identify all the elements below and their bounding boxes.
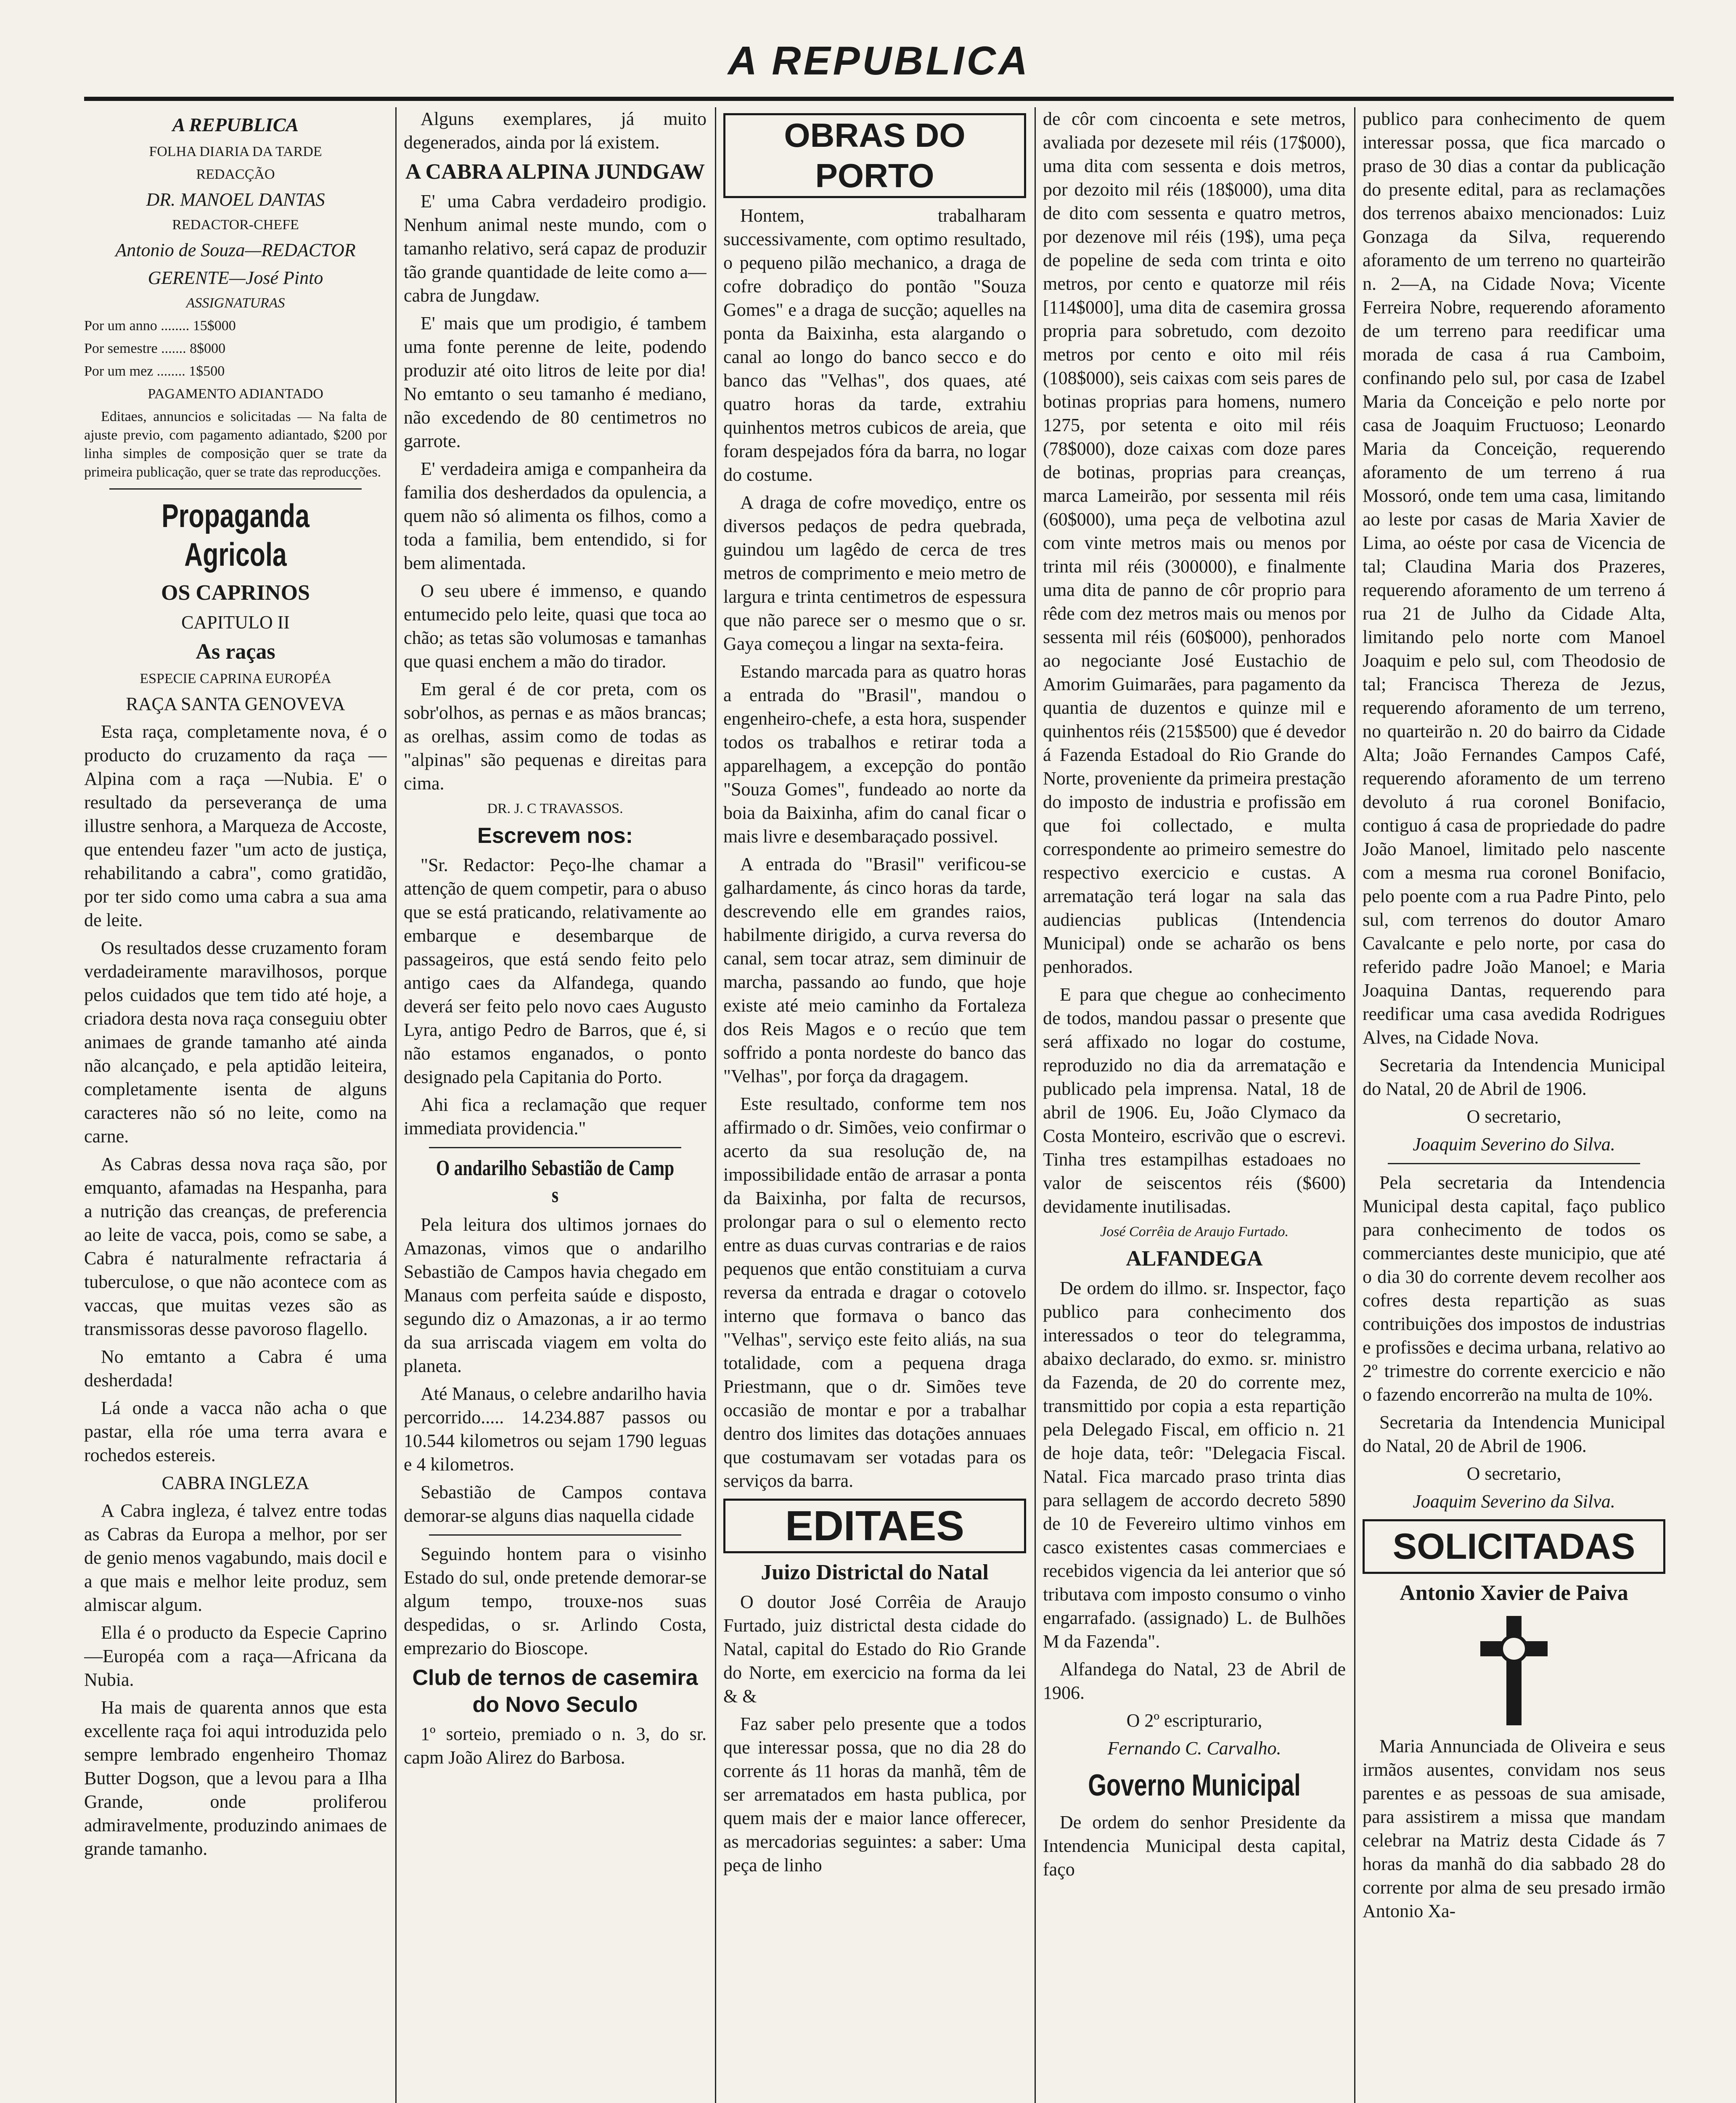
signature: Fernando C. Carvalho. bbox=[1107, 1738, 1281, 1759]
paragraph: Em geral é de cor preta, com os sobr'olhos, as pernas e as mãos brancas; as orelhas, assim como de todas as "alpinas" são pequenas e direitas para cima. bbox=[404, 679, 707, 794]
paragraph: E' mais que um prodigio, é tambem uma fonte perenne de leite, podendo produzir até oito litros de leite por dia! No emtanto o seu tamanho é mediano, não excedendo de 80 centimetros no garrote. bbox=[404, 313, 707, 451]
paragraph: Este resultado, conforme tem nos affirmado o dr. Simões, veio confirmar o acerto da sua resolução de, na impossibilidade então de arrasar a ponta da Baixinha, por falta de recursos, prolongar para o sul o elemento recto entre as duas curvas contrarias e de raios pequenos que então constituiam a curva reversa da entrada e dragar o cotovelo interno que formava o banco das "Velhas", serviço este feito aliás, na sua totalidade, com a pequena draga Priestmann, que o dr. Simões teve occasião de montar e por a trabalhar dentro dos limites das dotações annuaes que costumavam ser votadas para os serviços da barra. bbox=[723, 1094, 1026, 1491]
signature: José Corrêia de Araujo Furtado. bbox=[1100, 1224, 1289, 1240]
director-name: DR. MANOEL DANTAS bbox=[146, 189, 325, 210]
paper-title: A REPUBLICA bbox=[172, 114, 299, 135]
price-line: Por um mez ........ 1$500 bbox=[84, 363, 225, 379]
paragraph: A draga de cofre movediço, entre os diversos pedaços de pedra quebrada, guindou um lagêdo de cerca de tres metros de comprimento e meio metro de largura e trinta centimetros de espessura que não parece ser o mesmo que o sr. Gaya começou a lingar na sexta-feira. bbox=[723, 492, 1026, 654]
column-4 bbox=[1043, 107, 1346, 2103]
paragraph: Os resultados desse cruzamento foram verdadeiramente maravilhosos, porque pelos cuidados que tem tido até hoje, a criadora desta nova raça conseguiu obter animaes de grande tamanho até ainda não alcançado, e pela aptidão leiteira, completamente isenta de alguns caracteres não só no leite, como na carne. bbox=[84, 938, 387, 1147]
editaes-title: EDITAES bbox=[723, 1499, 1026, 1553]
column-separator bbox=[1354, 107, 1355, 2103]
editaes-note: Editaes, annuncios e solicitadas — Na falta de ajuste previo, com pagamento adiantado, $200 por linha simples de composição quer se trate da primeira publicação, quer se trate das reproducções. bbox=[84, 409, 387, 480]
column-3 bbox=[723, 107, 1026, 2103]
masthead-title: A REPUBLICA bbox=[728, 38, 1030, 83]
column-separator bbox=[395, 107, 397, 2103]
paragraph: De ordem do illmo. sr. Inspector, faço publico para conhecimento dos interessados o teor do telegramma, abaixo declarado, do exmo. sr. ministro da Fazenda, de 20 do corrente mez, transmittido por copia a esta repartição pela Delegado Fiscal, em officio n. 21 de hoje data, teôr: "Delegacia Fiscal. Natal. Fica marcado praso trinta dias para sellagem de accordo decreto 5890 de 10 de Fevereiro ultimo vinhos em casco existentes casas commerciaes e recebidos vigencia da lei anterior que só tributava com imposto consumo o vinho engarrafado. (assignado) L. de Bulhões M da Fazenda". bbox=[1043, 1278, 1346, 1652]
paragraph: A entrada do "Brasil" verificou-se galhardamente, ás cinco horas da tarde, descrevendo elle em grandes raios, habilmente dirigido, a curva reversa do canal, sem tocar atraz, sem diminuir de marcha, passando ao fundo, que hoje existe até meio caminho da Fortaleza dos Reis Magos e o recúo que tem soffrido a ponta nordeste do banco das "Velhas", por força da dragagem. bbox=[723, 854, 1026, 1086]
paragraph: O secretario, bbox=[1466, 1106, 1561, 1127]
assinaturas-label: ASSIGNATURAS bbox=[186, 295, 285, 311]
paragraph: de côr com cincoenta e sete metros, avaliada por dezesete mil réis (17$000), uma dita com sessenta e dois metros, por dezoito mil réis (18$000), uma dita de dito com sessenta e quatro metros, por dezenove mil réis (19$), uma peça de popeline de seda com trinta e oito metros, por cento e quatorze mil réis [114$000], uma dita de casemira grossa propria para sobretudo, com dezoito metros por cento e oito mil réis (108$000), seis caixas com seis pares de botinas proprias para homens, numero 1275, por setenta e oito mil réis (78$000), doze caixas com doze pares de botinas, proprias para creanças, marca Lameirão, por sessenta mil réis (60$000), uma peça de velbotina azul com vinte metros mais ou menos por trinta mil réis (300000), e finalmente uma dita de panno de côr proprio para rêde com dez metros mais ou menos por sessenta mil réis (60$000), penhorados ao negociante José Eustachio de Amorim Guimarães, para pagamento da quantia de duzentos e quinze mil e quinhentos réis (215$500) que é devedor á Fazenda Estadoal do Rio Grande do Norte, proveniente da primeira prestação do imposto de industria e profissão em que foi collectado, e multa correspondente ao primeiro semestre do respectivo exercicio e custas. A arrematação terá logar na sala das audiencias publicas (Intendencia Municipal) onde se acharão os bens penhorados. bbox=[1043, 109, 1346, 977]
subhead: As raças bbox=[196, 640, 275, 664]
paragraph: E para que chegue ao conhecimento de todos, mandou passar o presente que será affixado no logar do costume, reproduzido no dia da arrematação e publicado pela imprensa. Natal, 18 de abril de 1906. Eu, João Clymaco da Costa Monteiro, escrivão que o escrevi. Tinha tres estampilhas estadoaes no valor de seiscentos réis ($600) devidamente inutilisadas. bbox=[1043, 984, 1346, 1217]
paragraph: O doutor José Corrêia de Araujo Furtado, juiz districtal desta cidade do Natal, capital do Estado do Rio Grande do Norte, em exercicio na forma da lei & & bbox=[723, 1592, 1026, 1706]
paragraph: Hontem, trabalharam successivamente, com optimo resultado, o pequeno pilão mechanico, a draga de cofre dobradiço do pontão "Souza Gomes" e a draga de sucção; aquelles na ponta da Baixinha, esta alargando o canal ao longo do banco secco e do banco das "Velhas", dos quaes, até quatro horas da tarde, extrahiu quinhentos metros cubicos de areia, que foram despejados fóra da barra, no logar do costume. bbox=[723, 205, 1026, 485]
article-title: OS CAPRINOS bbox=[161, 581, 310, 605]
redaccao-label: REDACÇÃO bbox=[196, 167, 275, 182]
subhead-2: CABRA INGLEZA bbox=[161, 1473, 310, 1493]
column-5 bbox=[1363, 107, 1665, 2103]
paragraph: Ahi fica a reclamação que requer immediata providencia." bbox=[404, 1094, 707, 1139]
paragraph: E' uma Cabra verdadeiro prodigio. Nenhum animal neste mundo, com o tamanho relativo, será capaz de produzir tão grande quantidade de leite como a—cabra de Jungdaw. bbox=[404, 191, 707, 306]
paragraph: Alfandega do Natal, 23 de Abril de 1906. bbox=[1043, 1659, 1346, 1703]
column-2 bbox=[404, 107, 707, 2103]
paragraph: E' verdadeira amiga e companheira da familia dos desherdados da opulencia, a quem não só alimenta os filhos, como a toda a familia, bem entendido, si for bem alimentada. bbox=[404, 458, 707, 573]
gerente-name: GERENTE—José Pinto bbox=[148, 268, 323, 288]
divider bbox=[1388, 1163, 1640, 1164]
cross-icon bbox=[1472, 1612, 1556, 1730]
paragraph: O 2º escripturario, bbox=[1126, 1710, 1262, 1731]
paragraph: Secretaria da Intendencia Municipal do Natal, 20 de Abril de 1906. bbox=[1363, 1412, 1665, 1456]
divider bbox=[109, 488, 362, 490]
raca-label: RAÇA SANTA GENOVEVA bbox=[126, 694, 345, 714]
paragraph: A Cabra ingleza, é talvez entre todas as Cabras da Europa a melhor, por ser de genio menos vagabundo, mais docil e a que mais e melhor leite produz, sem almiscar algum. bbox=[84, 1500, 387, 1615]
paper-subtitle: FOLHA DIARIA DA TARDE bbox=[149, 144, 322, 159]
solicitadas-title: SOLICITADAS bbox=[1363, 1519, 1665, 1574]
juizo-title: Juizo Districtal do Natal bbox=[761, 1560, 989, 1584]
section-title: Escrevem nos: bbox=[477, 824, 633, 848]
paragraph: Ha mais de quarenta annos que esta excellente raça foi aqui introduzida pelo sempre lembrado engenheiro Thomaz Butter Dogson, que a levou para a Ilha Grande, onde proliferou admiravelmente, produzindo animaes de grande tamanho. bbox=[84, 1697, 387, 1859]
newspaper-page bbox=[84, 34, 1674, 2103]
paragraph: Ella é o producto da Especie Caprino—Européa com a raça—Africana da Nubia. bbox=[84, 1622, 387, 1690]
chapter-label: CAPITULO II bbox=[181, 612, 290, 633]
especie-label: ESPECIE CAPRINA EUROPÉA bbox=[140, 671, 331, 686]
price-line: Por um anno ........ 15$000 bbox=[84, 318, 236, 334]
paragraph: As Cabras dessa nova raça são, por emquanto, afamadas na Hespanha, para a nutrição das creanças, de preferencia ao leite de vacca, pois, como se sabe, a Cabra é naturalmente refractaria á tuberculose, o que não acontece com as vaccas, que muitas vezes são as transmissoras desse pavoroso flagello. bbox=[84, 1154, 387, 1339]
paragraph: Lá onde a vacca não acha o que pastar, ella róe uma terra avara e rochedos estereis. bbox=[84, 1398, 387, 1465]
paragraph: Seguindo hontem para o visinho Estado do sul, onde pretende demorar-se algum tempo, trouxe-nos suas despedidas, o sr. Arlindo Costa, emprezario do Bioscope. bbox=[404, 1544, 707, 1658]
column-separator bbox=[1035, 107, 1036, 2103]
paragraph: Sebastião de Campos contava demorar-se alguns dias naquella cidade bbox=[404, 1482, 707, 1526]
paragraph: Alguns exemplares, já muito degenerados, ainda por lá existem. bbox=[404, 109, 707, 153]
paragraph: Estando marcada para as quatro horas a entrada do "Brasil", mandou o engenheiro-chefe, a esta hora, suspender todos os trabalhos e retirar toda a apparelhagem, a excepção do pontão "Souza Gomes", fundeado ao norte da boia da Baixinha, afim do canal ficar o mais livre e desembaraçado possivel. bbox=[723, 661, 1026, 847]
paragraph: 1º sorteio, premiado o n. 3, do sr. capm João Alirez do Barbosa. bbox=[404, 1724, 707, 1768]
article-title: A CABRA ALPINA JUNDGAW bbox=[405, 160, 705, 184]
director-role: REDACTOR-CHEFE bbox=[172, 217, 299, 233]
paragraph: "Sr. Redactor: Peço-lhe chamar a attenção de quem competir, para o abuso que se está praticando, relativamente ao embarque e desembarque de passageiros, que está sendo feito pelo antigo caes da Alfandega, quando deverá ser feito pelo novo caes Augusto Lyra, antigo Pedro de Barros, que é, si não estamos enganados, o ponto designado pela Capitania do Porto. bbox=[404, 855, 707, 1087]
paragraph: No emtanto a Cabra é uma desherdada! bbox=[84, 1346, 387, 1391]
paragraph: Esta raça, completamente nova, é o producto do cruzamento da raça —Alpina com a raça —Nubia. E' o resultado da perseverança de uma illustre senhora, a Marqueza de Accoste, que entendeu fazer "um acto de justiça, rehabilitando a cabra", como gratidão, por ter sido como uma cabra a sua ama de leite. bbox=[84, 721, 387, 930]
notice-name: Antonio Xavier de Paiva bbox=[1400, 1581, 1628, 1605]
paragraph: Pela leitura dos ultimos jornaes do Amazonas, vimos que o andarilho Sebastião de Campos havia chegado em Manaus com perfeita saúde e disposto, segundo diz o Amazonas, a ir ao termo da sua arriscada viagem em volta do planeta. bbox=[404, 1214, 707, 1376]
paragraph: publico para conhecimento de quem interessar possa, que fica marcado o praso de 30 dias a contar da publicação do presente edital, para as reclamações dos terrenos abaixo mencionados: Luiz Gonzaga da Silva, requerendo aforamento de um terreno no quarteirão n. 2—A, na Cidade Nova; Vicente Ferreira Nobre, requerendo aforamento de um terreno para reedificar uma morada de casa á rua Camboim, confinando pelo sul, por casa de Izabel Maria da Conceição e pelo norte por casa de Joaquim Fructuoso; Leonardo Maria da Conceição, requerendo aforamento de um terreno á rua Mossoró, onde tem uma casa, limitando ao leste por casas de Maria Xavier de Lima, ao oéste por casa de Vicencia de tal; Claudina Maria dos Prazeres, requerendo aforamento de um terreno á rua 21 de Julho da Cidade Alta, limitando pelo norte com Manoel Joaquim e pelo sul, com Theodosio de tal; Francisca Thereza de Jezus, requerendo aforamento de um terreno, no quarteirão n. 20 do bairro da Cidade Alta; João Fernandes Campos Café, requerendo aforamento de um terreno devoluto á rua coronel Bonifacio, contiguo á casa de propriedade do padre João Manoel, limitado pelo nascente com a mesma rua coronel Bonifacio, pelo poente com a rua Padre Pinto, pelo sul, com terrenos do doutor Amaro Cavalcante e pelo norte, por casa do referido padre João Manoel; e Maria Joaquina Dantas, requerendo para reedificar uma casa avedida Rodrigues Alves, na Cidade Nova. bbox=[1363, 109, 1665, 1048]
section-title: Propaganda Agricola bbox=[161, 497, 310, 573]
paragraph: O seu ubere é immenso, e quando entumecido pelo leite, quasi que toca ao chão; as tetas são volumosas e tamanhas que quasi enchem a mão do tirador. bbox=[404, 580, 707, 672]
masthead-rule bbox=[84, 97, 1674, 101]
governo-title: Governo Municipal bbox=[1088, 1769, 1301, 1802]
pagamento-label: PAGAMENTO ADIANTADO bbox=[148, 386, 323, 402]
redactor-name: Antonio de Souza—REDACTOR bbox=[115, 240, 356, 260]
alfandega-title: ALFANDEGA bbox=[1126, 1247, 1263, 1271]
signature: Joaquim Severino do Silva. bbox=[1413, 1134, 1615, 1155]
paragraph: Faz saber pelo presente que a todos que interessar possa, que no dia 28 do corrente ás 11 horas da manhã, têm de ser arrematados em hasta publica, por quem mais der e maior lance offerecer, as mercadorias seguintes: a saber: Uma peça de linho bbox=[723, 1714, 1026, 1875]
price-line: Por semestre ....... 8$000 bbox=[84, 341, 226, 356]
column-separator bbox=[715, 107, 716, 2103]
column-1 bbox=[84, 107, 387, 2103]
signature: Joaquim Severino da Silva. bbox=[1413, 1491, 1615, 1512]
article-title: OBRAS DO PORTO bbox=[723, 113, 1026, 198]
paragraph: Até Manaus, o celebre andarilho havia percorrido..... 14.234.887 passos ou 10.544 kilometros ou sejam 1790 leguas e 4 kilometros. bbox=[404, 1383, 707, 1475]
paragraph: De ordem do senhor Presidente da Intendencia Municipal desta capital, faço bbox=[1043, 1812, 1346, 1880]
paragraph: Pela secretaria da Intendencia Municipal desta capital, faço publico para conhecimento de todos os commerciantes deste municipio, que até o dia 30 do corrente devem recolher aos cofres desta repartição as suas contribuições dos impostos de industrias e profissões e decima urbana, relativo ao 2º trimestre do corrente exercicio e não o fazendo encorrerão na multa de 10%. bbox=[1363, 1172, 1665, 1405]
paragraph: Maria Annunciada de Oliveira e seus irmãos ausentes, convidam nos seus parentes e as pessoas de sua amisade, para assistirem a missa que mandam celebrar na Matriz desta Cidade ás 7 horas da manhã do dia sabbado 28 do corrente por alma de seu presado irmão Antonio Xa- bbox=[1363, 1736, 1665, 1921]
section-title: O andarilho Sebastião de Camp s bbox=[436, 1156, 675, 1207]
paragraph: O secretario, bbox=[1466, 1463, 1561, 1484]
divider bbox=[429, 1147, 681, 1148]
divider bbox=[429, 1534, 681, 1536]
paragraph: Secretaria da Intendencia Municipal do Natal, 20 de Abril de 1906. bbox=[1363, 1055, 1665, 1099]
signature: DR. J. C TRAVASSOS. bbox=[487, 801, 623, 816]
section-title: Club de ternos de casemira do Novo Seculo bbox=[412, 1666, 698, 1717]
